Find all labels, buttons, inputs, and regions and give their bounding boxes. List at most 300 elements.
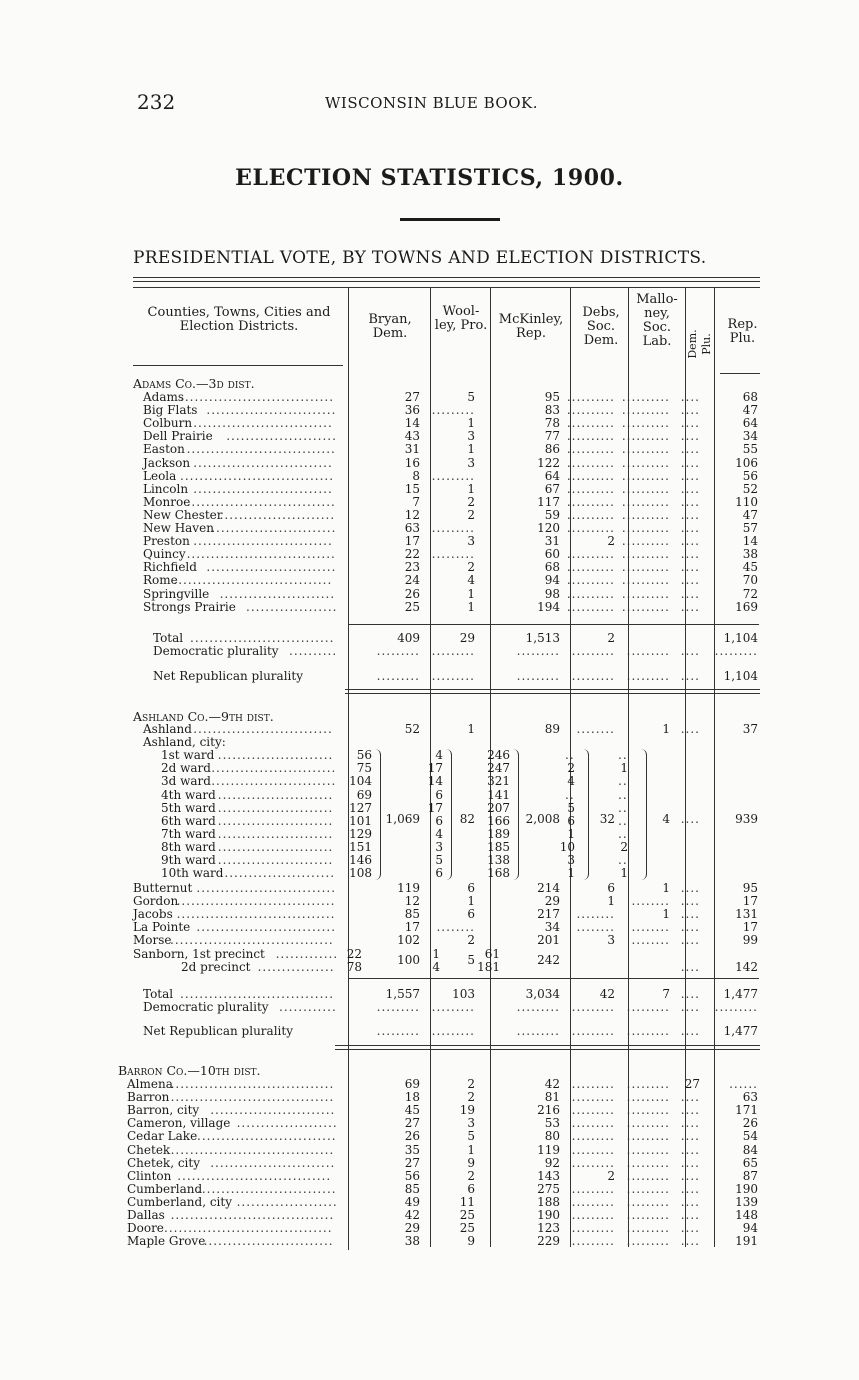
district-name: Total xyxy=(143,987,174,1001)
wool-value: 2 xyxy=(467,1090,475,1105)
mck-value: 98 xyxy=(544,586,560,601)
wool-value: 3 xyxy=(467,455,475,470)
district-name: 6th ward xyxy=(161,813,216,828)
empty-cell-dots: .. xyxy=(565,787,575,802)
reppl-value: 72 xyxy=(742,586,758,601)
rule-double-2 xyxy=(335,1049,760,1050)
ward-mall-value: 1 xyxy=(620,761,628,776)
district-name: Total xyxy=(153,631,184,645)
empty-cell-dots: ......... xyxy=(516,1000,560,1015)
net-rep-plurality: 1,477 xyxy=(723,1024,758,1038)
sanborn2-wool: 4 xyxy=(432,959,440,974)
wool-value: 3 xyxy=(467,534,475,549)
reppl-value: 87 xyxy=(742,1168,758,1183)
empty-cell-dots: .... xyxy=(680,442,700,457)
leader-dots: ............................. xyxy=(193,481,333,496)
empty-cell-dots: ......... xyxy=(376,644,420,659)
empty-cell-dots: .... xyxy=(680,599,700,614)
mall-value: 1 xyxy=(662,881,670,895)
bryan-value: 38 xyxy=(404,1234,420,1249)
total-mck: 1,513 xyxy=(525,631,560,645)
bryan-value: 27 xyxy=(404,1116,420,1131)
empty-cell-dots: ......... xyxy=(571,1221,615,1236)
wool-value: 2 xyxy=(467,1077,475,1091)
bryan-value: 42 xyxy=(404,1208,420,1222)
wool-value: 25 xyxy=(459,1221,475,1236)
empty-cell-dots: .......... xyxy=(566,429,615,444)
wool-value: 11 xyxy=(459,1194,475,1209)
district-name: Barron xyxy=(127,1090,170,1105)
leader-dots: .................................. xyxy=(170,1208,335,1222)
wool-value: 3 xyxy=(467,1116,475,1131)
district-name: Barron, city xyxy=(127,1103,200,1118)
mck-value: 67 xyxy=(544,481,560,496)
wool-value: 9 xyxy=(467,1155,475,1170)
bryan-value: 22 xyxy=(404,547,420,562)
empty-cell-dots: .... xyxy=(680,416,700,431)
bryan-value: 43 xyxy=(404,429,420,444)
wool-value: 2 xyxy=(467,507,475,522)
column-divider xyxy=(348,1070,349,1250)
empty-cell-dots: .... xyxy=(680,1000,700,1015)
mck-value: 201 xyxy=(537,933,560,948)
empty-cell-dots: ......... xyxy=(376,1000,420,1015)
sanborn-total-woolley: 5 xyxy=(467,953,475,968)
empty-cell-dots: .... xyxy=(680,894,700,909)
leader-dots: ............................. xyxy=(196,881,337,895)
wool-value: 1 xyxy=(467,599,475,614)
rule-double-2 xyxy=(345,693,760,694)
city-total-rep-plurality: 939 xyxy=(735,811,758,826)
debs-value: 2 xyxy=(607,1168,615,1183)
reppl-value: 65 xyxy=(742,1155,758,1170)
district-name: 5th ward xyxy=(161,800,216,815)
district-name: 8th ward xyxy=(161,839,216,854)
ward-bryan-value: 151 xyxy=(349,839,372,854)
empty-cell-dots: .......... xyxy=(566,494,615,509)
mck-value: 77 xyxy=(544,429,560,444)
county-name: Barron Co.—10th dist. xyxy=(118,1063,261,1078)
leader-dots: ............................... xyxy=(186,494,336,509)
empty-cell-dots: ......... xyxy=(431,644,475,659)
mck-value: 122 xyxy=(537,455,560,470)
col-header-debs: Debs, Soc. Dem. xyxy=(582,305,620,348)
bryan-value: 35 xyxy=(404,1142,420,1157)
district-name: Sanborn, 1st precinct xyxy=(133,946,265,961)
leader-dots: ............. xyxy=(275,946,339,961)
empty-cell-dots: .... xyxy=(680,507,700,522)
empty-cell-dots: ......... xyxy=(626,1000,670,1015)
rule-top-2 xyxy=(133,281,760,282)
bryan-value: 119 xyxy=(397,881,420,895)
ward-wool-value: 6 xyxy=(435,813,443,828)
leader-dots: ....................... xyxy=(226,429,337,444)
bryan-value: 16 xyxy=(404,455,420,470)
leader-dots: ............................... xyxy=(186,547,336,562)
empty-cell-dots: .......... xyxy=(566,547,615,562)
district-name: Gordon xyxy=(133,894,179,909)
rule-top-3 xyxy=(133,287,760,288)
empty-cell-dots: ......... xyxy=(626,1181,670,1196)
empty-cell-dots: ......... xyxy=(516,644,560,659)
district-name: Springville xyxy=(143,586,210,601)
empty-cell-dots: .... xyxy=(680,403,700,418)
ward-mck-value: 247 xyxy=(487,761,510,776)
reppl-value: 54 xyxy=(742,1129,758,1144)
empty-cell-dots: ......... xyxy=(626,1129,670,1144)
ward-bryan-value: 75 xyxy=(356,761,372,776)
wool-value: 1 xyxy=(467,722,475,736)
sanborn-total-mckinley: 242 xyxy=(537,953,560,968)
ward-mck-value: 246 xyxy=(487,748,510,763)
rule-subtotal xyxy=(348,624,759,625)
empty-cell-dots: ......... xyxy=(431,1000,475,1015)
empty-cell-dots: .... xyxy=(680,1142,700,1157)
empty-cell-dots: .... xyxy=(680,1221,700,1236)
ward-debs-value: 5 xyxy=(567,800,575,815)
bryan-value: 27 xyxy=(404,390,420,404)
empty-cell-dots: ......... xyxy=(571,1103,615,1118)
ward-wool-value: 6 xyxy=(435,787,443,802)
city-total-malloney: 4 xyxy=(662,811,670,826)
leader-dots: ................... xyxy=(246,599,338,614)
empty-cell-dots: ......... xyxy=(571,1077,615,1091)
empty-cell-dots: ......... xyxy=(626,1077,670,1091)
empty-cell-dots: ......... xyxy=(431,669,475,683)
leader-dots: ........................ xyxy=(219,507,336,522)
district-name: Ashland, city: xyxy=(143,735,226,750)
ward-mck-value: 207 xyxy=(487,800,510,815)
mck-value: 117 xyxy=(537,494,560,509)
rule-top-1 xyxy=(133,277,760,278)
empty-cell-dots: .... xyxy=(680,455,700,470)
total-bryan: 1,557 xyxy=(385,987,420,1001)
mck-value: 89 xyxy=(544,722,560,736)
mck-value: 59 xyxy=(544,507,560,522)
empty-cell-dots: ........ xyxy=(576,907,615,922)
reppl-value: 17 xyxy=(742,920,758,935)
ward-mall-value: 2 xyxy=(620,839,628,854)
empty-cell-dots: .... xyxy=(680,933,700,948)
leader-dots: .................................. xyxy=(170,1077,335,1091)
empty-cell-dots: ......... xyxy=(714,1000,758,1015)
district-name: Maple Grove xyxy=(127,1234,206,1249)
district-name: 4th ward xyxy=(161,787,216,802)
empty-cell-dots: ......... xyxy=(571,1194,615,1209)
district-name: Strongs Prairie xyxy=(143,599,236,614)
reppl-value: 52 xyxy=(742,481,758,496)
bryan-value: 14 xyxy=(404,416,420,431)
mck-value: 95 xyxy=(544,390,560,404)
reppl-value: 64 xyxy=(742,416,758,431)
bryan-value: 15 xyxy=(404,481,420,496)
empty-cell-dots: ......... xyxy=(516,1024,560,1038)
mck-value: 120 xyxy=(537,521,560,535)
district-name: 7th ward xyxy=(161,826,216,841)
leader-dots: ............................. xyxy=(193,416,333,431)
debs-value: 6 xyxy=(607,881,615,895)
empty-cell-dots: .. xyxy=(618,774,628,789)
wool-value: 1 xyxy=(467,416,475,431)
district-name: Ashland xyxy=(143,722,192,736)
empty-cell-dots: ......... xyxy=(431,403,475,418)
col-header-rep-plurality: Rep. Plu. xyxy=(727,317,758,346)
leader-dots: ........................ xyxy=(217,787,334,802)
bryan-value: 25 xyxy=(404,599,420,614)
reppl-value: 131 xyxy=(735,907,758,922)
empty-cell-dots: .... xyxy=(680,534,700,549)
leader-dots: ..................... xyxy=(236,1194,338,1209)
empty-cell-dots: ......... xyxy=(571,669,615,683)
district-name: Cumberland, city xyxy=(127,1194,232,1209)
leader-dots: ............................. xyxy=(193,455,333,470)
district-name: Jackson xyxy=(143,455,191,470)
wool-value: 6 xyxy=(467,1181,475,1196)
ward-mck-value: 321 xyxy=(487,774,510,789)
empty-cell-dots: .... xyxy=(680,907,700,922)
empty-cell-dots: .... xyxy=(680,920,700,935)
empty-cell-dots: .......... xyxy=(566,521,615,535)
empty-cell-dots: .... xyxy=(680,573,700,588)
empty-cell-dots: .... xyxy=(680,1024,700,1038)
reppl-value: 45 xyxy=(742,560,758,575)
empty-cell-dots: .......... xyxy=(621,560,670,575)
col-header-dem-plurality: Dem. Plu. xyxy=(686,329,713,359)
ward-mck-value: 185 xyxy=(487,839,510,854)
bryan-value: 36 xyxy=(404,403,420,418)
empty-cell-dots: ......... xyxy=(376,1024,420,1038)
leader-dots: .......................... xyxy=(210,1103,336,1118)
ward-wool-value: 4 xyxy=(435,748,443,763)
ward-bryan-value: 104 xyxy=(349,774,372,789)
empty-cell-dots: ......... xyxy=(626,1168,670,1183)
ward-debs-value: 1 xyxy=(567,866,575,881)
reppl-value: 37 xyxy=(742,722,758,736)
empty-cell-dots: ......... xyxy=(571,1181,615,1196)
ward-mck-value: 166 xyxy=(487,813,510,828)
district-name: La Pointe xyxy=(133,920,191,935)
mck-value: 216 xyxy=(537,1103,560,1118)
empty-cell-dots: .......... xyxy=(621,521,670,535)
net-rep-plurality: 1,104 xyxy=(723,669,758,683)
empty-cell-dots: .......... xyxy=(566,586,615,601)
bryan-value: 7 xyxy=(412,494,420,509)
county-name: Ashland Co.—9th dist. xyxy=(133,709,274,724)
empty-cell-dots: ......... xyxy=(571,1000,615,1015)
ward-debs-value: 1 xyxy=(567,826,575,841)
mck-value: 86 xyxy=(544,442,560,457)
district-name: Butternut xyxy=(133,881,193,895)
empty-cell-dots: .... xyxy=(680,987,700,1001)
col-header-woolley: Wool- ley, Pro. xyxy=(434,304,488,333)
mck-value: 83 xyxy=(544,403,560,418)
leader-dots: ........................... xyxy=(206,560,337,575)
mck-value: 188 xyxy=(537,1194,560,1209)
empty-cell-dots: ......... xyxy=(516,669,560,683)
leader-dots: ................................ xyxy=(177,1168,332,1183)
leader-dots: ........................ xyxy=(217,800,334,815)
district-name: 10th ward xyxy=(161,866,224,881)
ward-debs-value: 4 xyxy=(567,774,575,789)
ward-mck-value: 189 xyxy=(487,826,510,841)
empty-cell-dots: .......... xyxy=(566,416,615,431)
leader-dots: ................ xyxy=(257,959,335,974)
reppl-value: 14 xyxy=(742,534,758,549)
mck-value: 92 xyxy=(544,1155,560,1170)
empty-cell-dots: .... xyxy=(680,481,700,496)
mck-value: 53 xyxy=(544,1116,560,1131)
ward-mck-value: 141 xyxy=(487,787,510,802)
empty-cell-dots: .. xyxy=(565,748,575,763)
reppl-value: 38 xyxy=(742,547,758,562)
ward-bryan-value: 146 xyxy=(349,853,372,867)
bryan-value: 102 xyxy=(397,933,420,948)
district-name: Chetek xyxy=(127,1142,171,1157)
leader-dots: .................................. xyxy=(170,1142,335,1157)
empty-cell-dots: .......... xyxy=(566,507,615,522)
ward-bryan-value: 56 xyxy=(356,748,372,763)
wool-value: 2 xyxy=(467,560,475,575)
total-reppl: 1,477 xyxy=(723,987,758,1001)
empty-cell-dots: .......... xyxy=(566,442,615,457)
empty-cell-dots: ......... xyxy=(571,644,615,659)
empty-cell-dots: .... xyxy=(680,811,700,826)
leader-dots: ................................ xyxy=(180,468,335,483)
empty-cell-dots: .... xyxy=(680,1103,700,1118)
empty-cell-dots: .......... xyxy=(621,442,670,457)
mck-value: 29 xyxy=(544,894,560,909)
district-name: Cumberland xyxy=(127,1181,203,1196)
empty-cell-dots: .... xyxy=(680,390,700,404)
city-total-mckinley: 2,008 xyxy=(525,811,560,826)
bryan-value: 27 xyxy=(404,1155,420,1170)
district-name: 3d ward xyxy=(161,774,211,789)
district-name: Cedar Lake xyxy=(127,1129,198,1144)
sanborn2-bryan: 78 xyxy=(346,959,362,974)
ward-wool-value: 5 xyxy=(435,853,443,867)
reppl-value: 171 xyxy=(735,1103,758,1118)
bryan-value: 49 xyxy=(404,1194,420,1209)
empty-cell-dots: .... xyxy=(680,669,700,683)
mck-value: 31 xyxy=(544,534,560,549)
sanborn1-mck: 61 xyxy=(484,946,500,961)
sanborn1-bryan: 22 xyxy=(346,946,362,961)
col-header-name: Counties, Towns, Cities and Election Districts. xyxy=(147,305,331,334)
leader-dots: .......................... xyxy=(211,774,337,789)
district-name: Almena xyxy=(127,1077,173,1091)
empty-cell-dots: ......... xyxy=(571,1142,615,1157)
empty-cell-dots: .. xyxy=(618,826,628,841)
ward-mall-value: 1 xyxy=(620,866,628,881)
mck-value: 64 xyxy=(544,468,560,483)
reppl-value: 68 xyxy=(742,390,758,404)
total-reppl: 1,104 xyxy=(723,631,758,645)
ward-wool-value: 17 xyxy=(427,800,443,815)
reppl-value: 47 xyxy=(742,507,758,522)
debs-value: 2 xyxy=(607,534,615,549)
district-name: Leola xyxy=(143,468,177,483)
leader-dots: ............................. xyxy=(197,1181,337,1196)
running-head: WISCONSIN BLUE BOOK. xyxy=(325,94,539,112)
leader-dots: ........................ xyxy=(217,813,334,828)
reppl-value: 169 xyxy=(735,599,758,614)
empty-cell-dots: .... xyxy=(680,722,700,736)
total-debs: 42 xyxy=(599,987,615,1001)
total-debs: 2 xyxy=(607,631,615,645)
leader-dots: ................................ xyxy=(180,390,335,404)
city-total-bryan: 1,069 xyxy=(385,811,420,826)
district-name: Colburn xyxy=(143,416,193,431)
total-mck: 3,034 xyxy=(525,987,560,1001)
empty-cell-dots: .......... xyxy=(621,507,670,522)
empty-cell-dots: .......... xyxy=(621,429,670,444)
reppl-value: 95 xyxy=(742,881,758,895)
district-name: Easton xyxy=(143,442,185,457)
wool-value: 9 xyxy=(467,1234,475,1249)
district-name: Democratic plurality xyxy=(143,1000,269,1015)
empty-cell-dots: ........ xyxy=(631,920,670,935)
leader-dots: ........................ xyxy=(217,826,334,841)
empty-cell-dots: ........ xyxy=(436,920,475,935)
leader-dots: .......................... xyxy=(210,1155,336,1170)
wool-value: 1 xyxy=(467,586,475,601)
district-name: Quincy xyxy=(143,547,186,562)
mck-value: 119 xyxy=(537,1142,560,1157)
district-name: Morse xyxy=(133,933,172,948)
wool-value: 4 xyxy=(467,573,475,588)
empty-cell-dots: .... xyxy=(680,521,700,535)
district-name: Dell Prairie xyxy=(143,429,213,444)
bryan-value: 26 xyxy=(404,586,420,601)
ward-debs-value: 6 xyxy=(567,813,575,828)
ward-mck-value: 168 xyxy=(487,866,510,881)
sanborn-total-bryan: 100 xyxy=(397,953,420,968)
leader-dots: ........................ xyxy=(217,748,334,763)
leader-dots: ............................. xyxy=(196,920,337,935)
mall-value: 1 xyxy=(662,907,670,922)
leader-dots: ................................. xyxy=(176,907,336,922)
bryan-value: 12 xyxy=(404,894,420,909)
total-mall: 7 xyxy=(662,987,670,1001)
reppl-value: 26 xyxy=(742,1116,758,1131)
leader-dots: ..................... xyxy=(236,1116,338,1131)
empty-cell-dots: ...... xyxy=(729,1077,758,1091)
empty-cell-dots: .... xyxy=(680,881,700,895)
district-name: Cameron, village xyxy=(127,1116,231,1131)
reppl-value: 47 xyxy=(742,403,758,418)
leader-dots: ............................. xyxy=(193,722,333,736)
district-name: New Haven xyxy=(143,521,214,535)
bryan-value: 26 xyxy=(404,1129,420,1144)
reppl-value: 139 xyxy=(735,1194,758,1209)
empty-cell-dots: ......... xyxy=(626,644,670,659)
empty-cell-dots: .......... xyxy=(621,599,670,614)
wool-value: 1 xyxy=(467,481,475,496)
bryan-value: 23 xyxy=(404,560,420,575)
total-bryan: 409 xyxy=(397,631,420,645)
ward-bryan-value: 127 xyxy=(349,800,372,815)
wool-value: 3 xyxy=(467,429,475,444)
empty-cell-dots: ......... xyxy=(571,1129,615,1144)
bryan-value: 24 xyxy=(404,573,420,588)
empty-cell-dots: .......... xyxy=(566,560,615,575)
mck-value: 123 xyxy=(537,1221,560,1236)
reppl-value: 99 xyxy=(742,933,758,948)
ward-wool-value: 14 xyxy=(427,774,443,789)
bryan-value: 52 xyxy=(404,722,420,736)
ward-mck-value: 138 xyxy=(487,853,510,867)
leader-dots: ................................ xyxy=(180,987,335,1001)
